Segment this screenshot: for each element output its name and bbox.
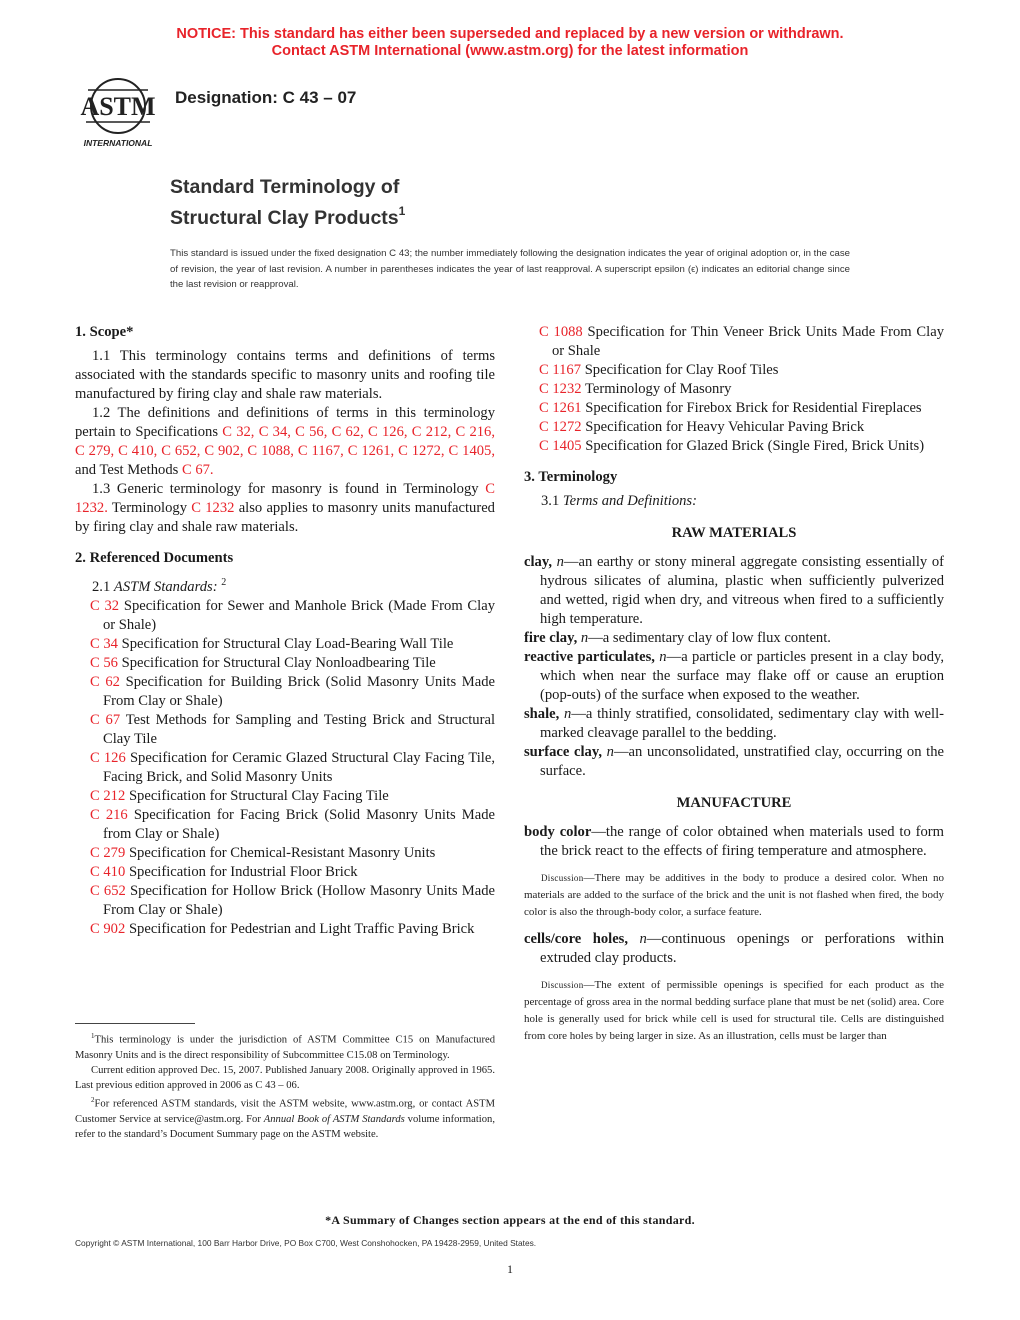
scope-1-3-link-1[interactable]: C 1232. bbox=[75, 481, 495, 516]
discussion-text: —The extent of permissible openings is specified for each product as the percentage of gross area in the normal bedding surface plane that must be net (solid) area. Core hole is generally used for brick while cell is used for structural tile. Cells are distinguished from core holes by being larger in size. As an illustration, cells must be larger than bbox=[524, 979, 944, 1042]
footnote-1b: Current edition approved Dec. 15, 2007. Published January 2008. Originally approved in 1965. Last previous edition approved in 2006 as C 43 – 06. bbox=[75, 1064, 495, 1092]
reference-item bbox=[524, 399, 944, 418]
title-line-1: Standard Terminology of bbox=[170, 176, 400, 198]
footnote-2 bbox=[75, 1093, 495, 1142]
term-definition-text: —a thinly stratified, consolidated, sedimentary clay with well-marked cleavage parallel to the bedding. bbox=[540, 706, 944, 741]
notice-line-2: Contact ASTM International (www.astm.org) for the latest information bbox=[271, 43, 749, 59]
reference-item bbox=[75, 597, 495, 635]
reference-list-left bbox=[75, 597, 495, 939]
term-definition bbox=[524, 705, 944, 743]
logo-subtext: INTERNATIONAL bbox=[83, 138, 153, 148]
term-definition-text: —an earthy or stony mineral aggregate consisting essentially of hydrous silicates of alumina, plastic when sufficiently pulverized and wetted, rigid when dry, and vitreous when fired to a sufficiently high temperature. bbox=[540, 554, 944, 627]
reference-code-link[interactable]: C 62 bbox=[90, 673, 120, 690]
reference-item bbox=[75, 749, 495, 787]
reference-item bbox=[75, 863, 495, 882]
term-definition bbox=[524, 648, 944, 705]
right-column bbox=[524, 323, 944, 1045]
terminology-sub-label: Terms and Definitions: bbox=[562, 493, 697, 509]
reference-item bbox=[75, 711, 495, 749]
reference-title: Specification for Chemical-Resistant Masonry Units bbox=[128, 844, 436, 861]
term-name: surface clay, bbox=[524, 744, 602, 760]
discussion-label: Discussion bbox=[541, 873, 584, 883]
footnote-2-italic: Annual Book of ASTM Standards bbox=[263, 1114, 405, 1126]
reference-title: Specification for Pedestrian and Light Traffic Paving Brick bbox=[128, 920, 475, 937]
copyright: Copyright © ASTM International, 100 Barr Harbor Drive, PO Box C700, West Conshohocken, PA 19428-2959, United States. bbox=[75, 1238, 537, 1248]
term-name: reactive particulates, bbox=[524, 649, 655, 665]
term-definition bbox=[524, 553, 944, 629]
reference-item bbox=[75, 844, 495, 863]
reference-item bbox=[75, 635, 495, 654]
reference-title: Terminology of Masonry bbox=[584, 381, 732, 397]
intro-paragraph: This standard is issued under the fixed designation C 43; the number immediately following the designation indicates the year of original adoption or, in the case of revision, the year of last revision. A number in parentheses indicates the year of last reapproval. A superscript epsilon (ϵ) indicates an editorial change since the last revision or reapproval. bbox=[170, 248, 850, 290]
raw-materials-terms bbox=[524, 553, 944, 781]
reference-code-link[interactable]: C 67 bbox=[90, 711, 121, 728]
terminology-heading: 3. Terminology bbox=[524, 469, 618, 485]
scope-1-3 bbox=[75, 480, 495, 537]
reference-title: Specification for Firebox Brick for Residential Fireplaces bbox=[585, 400, 922, 416]
term-name: fire clay, bbox=[524, 630, 578, 646]
reference-item bbox=[524, 437, 944, 456]
footnote-2-end: volume information, refer to the standard’s Document Summary page on the ASTM website. bbox=[75, 1114, 495, 1141]
reference-code-link[interactable]: C 902 bbox=[90, 920, 126, 937]
summary-of-changes-note: *A Summary of Changes section appears at the end of this standard. bbox=[325, 1213, 695, 1227]
reference-item bbox=[75, 920, 495, 939]
footnotes bbox=[75, 1029, 495, 1142]
reference-title: Specification for Glazed Brick (Single Fired, Brick Units) bbox=[585, 438, 925, 454]
reference-item bbox=[75, 882, 495, 920]
left-column bbox=[75, 323, 495, 939]
reference-code-link[interactable]: C 1272 bbox=[539, 419, 582, 435]
reference-code-link[interactable]: C 1167 bbox=[539, 362, 582, 378]
logo-text: ASTM bbox=[80, 92, 156, 121]
reference-code-link[interactable]: C 1088 bbox=[539, 324, 583, 340]
term-definition-text: —a sedimentary clay of low flux content. bbox=[588, 630, 831, 646]
term-body-color-def: —the range of color obtained when materials used to form the brick react to the effects of firing temperature and atmosphere. bbox=[540, 824, 944, 859]
term-definition-text: —an unconsolidated, unstratified clay, occurring on the surface. bbox=[540, 744, 944, 779]
refdocs-sub-label: ASTM Standards: bbox=[113, 578, 218, 595]
discussion-body-color bbox=[524, 870, 944, 921]
term-part-of-speech: n bbox=[564, 706, 572, 722]
reference-code-link[interactable]: C 212 bbox=[90, 787, 126, 804]
reference-code-link[interactable]: C 216 bbox=[90, 806, 128, 823]
terminology-sub-number: 3.1 bbox=[541, 493, 560, 509]
reference-title: Specification for Structural Clay Nonloadbearing Tile bbox=[121, 654, 436, 671]
term-cells-core-holes bbox=[524, 930, 944, 968]
reference-title: Specification for Sewer and Manhole Brick (Made From Clay or Shale) bbox=[103, 597, 495, 633]
reference-title: Specification for Thin Veneer Brick Units Made From Clay or Shale bbox=[552, 324, 944, 359]
footnote-1 bbox=[75, 1029, 495, 1063]
reference-item bbox=[524, 323, 944, 361]
scope-heading: 1. Scope* bbox=[75, 324, 134, 340]
scope-1-2-mid: and Test Methods bbox=[75, 462, 179, 478]
reference-title: Specification for Clay Roof Tiles bbox=[584, 362, 779, 378]
refdocs-sub-number: 2.1 bbox=[92, 578, 111, 595]
reference-code-link[interactable]: C 410 bbox=[90, 863, 126, 880]
document-title bbox=[170, 175, 405, 230]
reference-code-link[interactable]: C 126 bbox=[90, 749, 126, 766]
reference-title: Specification for Heavy Vehicular Paving Brick bbox=[585, 419, 865, 435]
reference-code-link[interactable]: C 34 bbox=[90, 635, 118, 652]
term-part-of-speech: n bbox=[606, 744, 614, 760]
designation: Designation: C 43 – 07 bbox=[175, 88, 357, 107]
scope-1-2-start: 1.2 The definitions and definitions of terms in this terminology pertain to Specifications bbox=[75, 405, 495, 440]
term-body-color bbox=[524, 823, 944, 861]
reference-item bbox=[75, 654, 495, 673]
page-number: 1 bbox=[507, 1262, 513, 1276]
scope-1-3-mid: Terminology bbox=[111, 500, 188, 516]
reference-item bbox=[524, 361, 944, 380]
reference-item bbox=[524, 380, 944, 399]
term-part-of-speech: n bbox=[580, 630, 589, 646]
term-name: clay, bbox=[524, 554, 552, 570]
term-definition-text: —a particle or particles present in a clay body, which when near the surface may flake off or cause an eruption (pop-outs) of the surface when exposed to the weather. bbox=[540, 649, 945, 703]
manufacture-heading: MANUFACTURE bbox=[676, 795, 792, 811]
footnote-1-text: This terminology is under the jurisdiction of ASTM Committee C15 on Manufactured Masonry Units and is the direct responsibility of Subcommittee C15.08 on Terminology. bbox=[75, 1034, 495, 1061]
reference-item bbox=[524, 418, 944, 437]
scope-1-3-link-2[interactable]: C 1232 bbox=[191, 500, 235, 516]
reference-code-link[interactable]: C 652 bbox=[90, 882, 126, 899]
reference-title: Test Methods for Sampling and Testing Brick and Structural Clay Tile bbox=[103, 711, 495, 747]
notice-line-1: NOTICE: This standard has either been superseded and replaced by a new version or withdrawn. bbox=[176, 26, 844, 42]
term-name: shale, bbox=[524, 706, 560, 722]
scope-1-1: 1.1 This terminology contains terms and definitions of terms associated with the standards specific to masonry units and roofing tile manufactured by firing clay and shale raw materials. bbox=[75, 348, 495, 402]
term-cells-name: cells/core holes, bbox=[524, 931, 629, 947]
reference-item bbox=[75, 673, 495, 711]
refdocs-subheading bbox=[75, 573, 495, 597]
term-part-of-speech: n bbox=[659, 649, 667, 665]
terminology-subheading bbox=[524, 492, 944, 511]
scope-1-3-start: 1.3 Generic terminology for masonry is found in Terminology bbox=[92, 481, 479, 497]
discussion-label: Discussion bbox=[541, 980, 584, 990]
term-definition bbox=[524, 743, 944, 781]
discussion-cells bbox=[524, 977, 944, 1045]
reference-code-link[interactable]: C 32 bbox=[90, 597, 120, 614]
scope-1-3-end: also applies to masonry units manufactured by firing clay and shale raw materials. bbox=[75, 500, 495, 535]
title-footnote-marker: 1 bbox=[398, 204, 406, 218]
reference-title: Specification for Structural Clay Facing Tile bbox=[128, 787, 389, 804]
reference-title: Specification for Facing Brick (Solid Masonry Units Made from Clay or Shale) bbox=[103, 806, 495, 842]
scope-1-2 bbox=[75, 404, 495, 480]
term-cells-def: —continuous openings or perforations within extruded clay products. bbox=[540, 931, 944, 966]
footnote-2-marker: 2 bbox=[91, 1096, 95, 1105]
footnote-2-start: For referenced ASTM standards, visit the ASTM website, www.astm.org, or contact ASTM Customer Service at service@astm.org. For bbox=[75, 1098, 495, 1126]
reference-item bbox=[75, 806, 495, 844]
reference-title: Specification for Ceramic Glazed Structural Clay Facing Tile, Facing Brick, and Solid Masonry Units bbox=[103, 749, 495, 785]
term-cells-pos: n bbox=[639, 931, 647, 947]
astm-logo bbox=[76, 76, 160, 148]
term-body-color-name: body color bbox=[524, 824, 592, 840]
reference-code-link[interactable]: C 279 bbox=[90, 844, 126, 861]
reference-code-link[interactable]: C 1261 bbox=[539, 400, 582, 416]
refdocs-sub-sup: 2 bbox=[221, 577, 227, 588]
footnote-1-marker: 1 bbox=[91, 1032, 95, 1040]
scope-1-2-test-link[interactable]: C 67. bbox=[181, 462, 214, 478]
reference-title: Specification for Building Brick (Solid Masonry Units Made From Clay or Shale) bbox=[103, 673, 495, 709]
reference-item bbox=[75, 787, 495, 806]
title-line-2: Structural Clay Products bbox=[170, 207, 399, 229]
scope-1-2-spec-links[interactable]: C 32, C 34, C 56, C 62, C 126, C 212, C 216, C 279, C 410, C 652, C 902, C 1088, C 1167, C 1261, C 1272, C 1405, bbox=[75, 424, 495, 459]
reference-code-link[interactable]: C 1405 bbox=[539, 438, 582, 454]
term-part-of-speech: n bbox=[556, 554, 564, 570]
withdrawn-notice bbox=[0, 26, 1020, 60]
reference-code-link[interactable]: C 56 bbox=[90, 654, 118, 671]
reference-title: Specification for Structural Clay Load-Bearing Wall Tile bbox=[121, 635, 454, 652]
discussion-text: —There may be additives in the body to produce a desired color. When no materials are added to the surface of the brick and the unit is not flashed when fired, the body color is also the through-body color, a surface feature. bbox=[524, 872, 944, 918]
reference-list-right bbox=[524, 323, 944, 456]
refdocs-heading: 2. Referenced Documents bbox=[75, 550, 234, 566]
reference-title: Specification for Industrial Floor Brick bbox=[128, 863, 358, 880]
footnote-divider bbox=[75, 1023, 195, 1024]
raw-materials-heading: RAW MATERIALS bbox=[671, 525, 797, 541]
reference-code-link[interactable]: C 1232 bbox=[539, 381, 582, 397]
term-definition bbox=[524, 629, 944, 648]
reference-title: Specification for Hollow Brick (Hollow Masonry Units Made From Clay or Shale) bbox=[103, 882, 495, 918]
